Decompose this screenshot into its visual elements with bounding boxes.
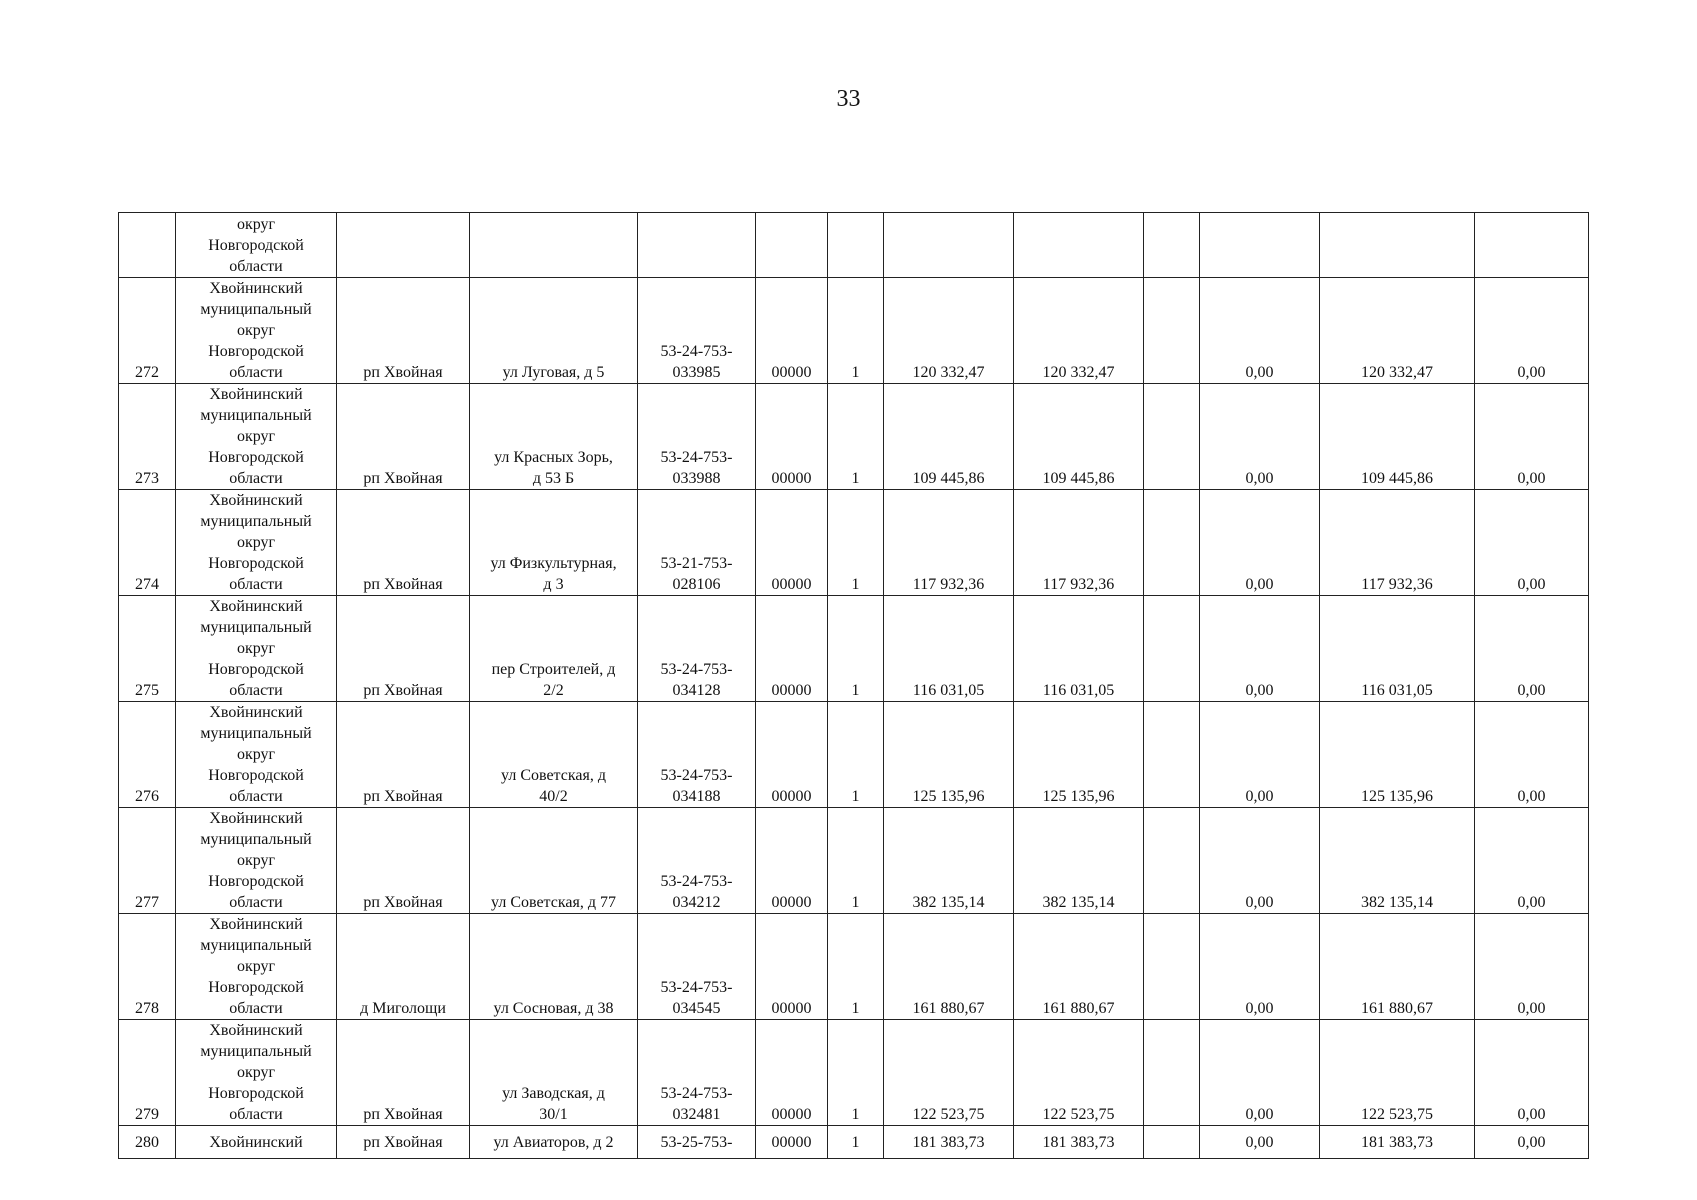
cell-a6: 0,00 bbox=[1475, 1020, 1589, 1126]
cell-a2: 122 523,75 bbox=[1014, 1020, 1144, 1126]
cell-municipality: округ Новгородской области bbox=[176, 213, 337, 278]
cell-a4: 0,00 bbox=[1200, 914, 1320, 1020]
cell-a6: 0,00 bbox=[1475, 278, 1589, 384]
cell-address: ул Авиаторов, д 2 bbox=[470, 1126, 638, 1159]
cell-address: ул Красных Зорь, д 53 Б bbox=[470, 384, 638, 490]
cell-settlement: рп Хвойная bbox=[337, 1126, 470, 1159]
cell-a1: 117 932,36 bbox=[884, 490, 1014, 596]
cell-a4: 0,00 bbox=[1200, 490, 1320, 596]
cell-a3 bbox=[1144, 278, 1200, 384]
cell-code: 53-21-753- 028106 bbox=[638, 490, 756, 596]
cell-a3 bbox=[1144, 702, 1200, 808]
cell-no: 272 bbox=[119, 278, 176, 384]
cell-a3 bbox=[1144, 596, 1200, 702]
cell-no: 277 bbox=[119, 808, 176, 914]
cell-code: 53-24-753- 033988 bbox=[638, 384, 756, 490]
cell-a1: 161 880,67 bbox=[884, 914, 1014, 1020]
cell-c6: 1 bbox=[828, 808, 884, 914]
cell-a6: 0,00 bbox=[1475, 384, 1589, 490]
cell-municipality: Хвойнинский муниципальный округ Новгородской области bbox=[176, 808, 337, 914]
cell-c6 bbox=[828, 213, 884, 278]
cell-a6: 0,00 bbox=[1475, 702, 1589, 808]
cell-a4: 0,00 bbox=[1200, 384, 1320, 490]
cell-no: 273 bbox=[119, 384, 176, 490]
cell-address: ул Сосновая, д 38 bbox=[470, 914, 638, 1020]
cell-a3 bbox=[1144, 1126, 1200, 1159]
table-row bbox=[119, 914, 1589, 1020]
cell-no: 274 bbox=[119, 490, 176, 596]
registry-table bbox=[118, 212, 1589, 1159]
table-row bbox=[119, 1126, 1589, 1159]
cell-c6: 1 bbox=[828, 702, 884, 808]
cell-c6: 1 bbox=[828, 490, 884, 596]
cell-address: пер Строителей, д 2/2 bbox=[470, 596, 638, 702]
cell-a3 bbox=[1144, 213, 1200, 278]
cell-c6: 1 bbox=[828, 596, 884, 702]
cell-c5: 00000 bbox=[756, 596, 828, 702]
cell-c5: 00000 bbox=[756, 702, 828, 808]
cell-c6: 1 bbox=[828, 1020, 884, 1126]
cell-address: ул Физкультурная, д 3 bbox=[470, 490, 638, 596]
cell-a3 bbox=[1144, 384, 1200, 490]
cell-a4 bbox=[1200, 213, 1320, 278]
cell-a4: 0,00 bbox=[1200, 278, 1320, 384]
table-row bbox=[119, 596, 1589, 702]
cell-a3 bbox=[1144, 914, 1200, 1020]
cell-a3 bbox=[1144, 1020, 1200, 1126]
cell-a4: 0,00 bbox=[1200, 702, 1320, 808]
cell-a2: 161 880,67 bbox=[1014, 914, 1144, 1020]
cell-code: 53-24-753- 032481 bbox=[638, 1020, 756, 1126]
cell-c5: 00000 bbox=[756, 1020, 828, 1126]
cell-settlement: рп Хвойная bbox=[337, 702, 470, 808]
cell-settlement: рп Хвойная bbox=[337, 808, 470, 914]
cell-a5: 125 135,96 bbox=[1320, 702, 1475, 808]
cell-settlement: рп Хвойная bbox=[337, 1020, 470, 1126]
cell-a5: 116 031,05 bbox=[1320, 596, 1475, 702]
cell-a2: 125 135,96 bbox=[1014, 702, 1144, 808]
page-number: 33 bbox=[836, 86, 861, 112]
cell-c6: 1 bbox=[828, 278, 884, 384]
cell-a6: 0,00 bbox=[1475, 1126, 1589, 1159]
cell-municipality: Хвойнинский bbox=[176, 1126, 337, 1159]
table-row-continuation bbox=[119, 213, 1589, 278]
cell-no: 278 bbox=[119, 914, 176, 1020]
cell-a6: 0,00 bbox=[1475, 914, 1589, 1020]
cell-municipality: Хвойнинский муниципальный округ Новгородской области bbox=[176, 490, 337, 596]
cell-code: 53-24-753- 033985 bbox=[638, 278, 756, 384]
cell-code bbox=[638, 213, 756, 278]
cell-a1: 120 332,47 bbox=[884, 278, 1014, 384]
cell-a2 bbox=[1014, 213, 1144, 278]
cell-c5: 00000 bbox=[756, 808, 828, 914]
cell-address: ул Советская, д 40/2 bbox=[470, 702, 638, 808]
cell-address: ул Луговая, д 5 bbox=[470, 278, 638, 384]
cell-a1: 122 523,75 bbox=[884, 1020, 1014, 1126]
cell-a5: 122 523,75 bbox=[1320, 1020, 1475, 1126]
cell-a5: 161 880,67 bbox=[1320, 914, 1475, 1020]
cell-municipality: Хвойнинский муниципальный округ Новгородской области bbox=[176, 384, 337, 490]
cell-a1 bbox=[884, 213, 1014, 278]
cell-a5: 181 383,73 bbox=[1320, 1126, 1475, 1159]
table-row bbox=[119, 808, 1589, 914]
cell-a6: 0,00 bbox=[1475, 596, 1589, 702]
cell-a1: 116 031,05 bbox=[884, 596, 1014, 702]
table-body bbox=[119, 213, 1589, 1159]
cell-a3 bbox=[1144, 808, 1200, 914]
cell-c5: 00000 bbox=[756, 384, 828, 490]
cell-municipality: Хвойнинский муниципальный округ Новгородской области bbox=[176, 596, 337, 702]
cell-a4: 0,00 bbox=[1200, 1020, 1320, 1126]
table-row bbox=[119, 490, 1589, 596]
cell-no: 276 bbox=[119, 702, 176, 808]
cell-address: ул Советская, д 77 bbox=[470, 808, 638, 914]
cell-c6: 1 bbox=[828, 384, 884, 490]
cell-municipality: Хвойнинский муниципальный округ Новгородской области bbox=[176, 1020, 337, 1126]
cell-c5: 00000 bbox=[756, 278, 828, 384]
cell-a1: 125 135,96 bbox=[884, 702, 1014, 808]
cell-c5: 00000 bbox=[756, 1126, 828, 1159]
cell-settlement: рп Хвойная bbox=[337, 490, 470, 596]
cell-a2: 109 445,86 bbox=[1014, 384, 1144, 490]
cell-a4: 0,00 bbox=[1200, 1126, 1320, 1159]
cell-a5: 120 332,47 bbox=[1320, 278, 1475, 384]
cell-a2: 117 932,36 bbox=[1014, 490, 1144, 596]
cell-code: 53-24-753- 034128 bbox=[638, 596, 756, 702]
cell-a5: 109 445,86 bbox=[1320, 384, 1475, 490]
cell-code: 53-25-753- bbox=[638, 1126, 756, 1159]
cell-no bbox=[119, 213, 176, 278]
cell-a1: 109 445,86 bbox=[884, 384, 1014, 490]
cell-a5 bbox=[1320, 213, 1475, 278]
cell-c6: 1 bbox=[828, 914, 884, 1020]
cell-a6: 0,00 bbox=[1475, 808, 1589, 914]
cell-c6: 1 bbox=[828, 1126, 884, 1159]
cell-address: ул Заводская, д 30/1 bbox=[470, 1020, 638, 1126]
cell-a5: 382 135,14 bbox=[1320, 808, 1475, 914]
cell-no: 280 bbox=[119, 1126, 176, 1159]
cell-municipality: Хвойнинский муниципальный округ Новгородской области bbox=[176, 702, 337, 808]
cell-a2: 116 031,05 bbox=[1014, 596, 1144, 702]
cell-address bbox=[470, 213, 638, 278]
cell-a6 bbox=[1475, 213, 1589, 278]
cell-no: 279 bbox=[119, 1020, 176, 1126]
table-row bbox=[119, 384, 1589, 490]
cell-a1: 181 383,73 bbox=[884, 1126, 1014, 1159]
cell-a5: 117 932,36 bbox=[1320, 490, 1475, 596]
table-row bbox=[119, 278, 1589, 384]
cell-settlement: рп Хвойная bbox=[337, 278, 470, 384]
cell-code: 53-24-753- 034212 bbox=[638, 808, 756, 914]
cell-no: 275 bbox=[119, 596, 176, 702]
cell-code: 53-24-753- 034188 bbox=[638, 702, 756, 808]
cell-a6: 0,00 bbox=[1475, 490, 1589, 596]
cell-settlement: рп Хвойная bbox=[337, 596, 470, 702]
cell-settlement bbox=[337, 213, 470, 278]
cell-municipality: Хвойнинский муниципальный округ Новгородской области bbox=[176, 914, 337, 1020]
cell-a2: 120 332,47 bbox=[1014, 278, 1144, 384]
table-row bbox=[119, 1020, 1589, 1126]
cell-settlement: д Миголощи bbox=[337, 914, 470, 1020]
cell-a4: 0,00 bbox=[1200, 808, 1320, 914]
cell-c5: 00000 bbox=[756, 490, 828, 596]
cell-municipality: Хвойнинский муниципальный округ Новгородской области bbox=[176, 278, 337, 384]
cell-a2: 382 135,14 bbox=[1014, 808, 1144, 914]
cell-code: 53-24-753- 034545 bbox=[638, 914, 756, 1020]
cell-c5: 00000 bbox=[756, 914, 828, 1020]
table-row bbox=[119, 702, 1589, 808]
cell-a2: 181 383,73 bbox=[1014, 1126, 1144, 1159]
cell-settlement: рп Хвойная bbox=[337, 384, 470, 490]
cell-a4: 0,00 bbox=[1200, 596, 1320, 702]
cell-c5 bbox=[756, 213, 828, 278]
cell-a1: 382 135,14 bbox=[884, 808, 1014, 914]
cell-a3 bbox=[1144, 490, 1200, 596]
